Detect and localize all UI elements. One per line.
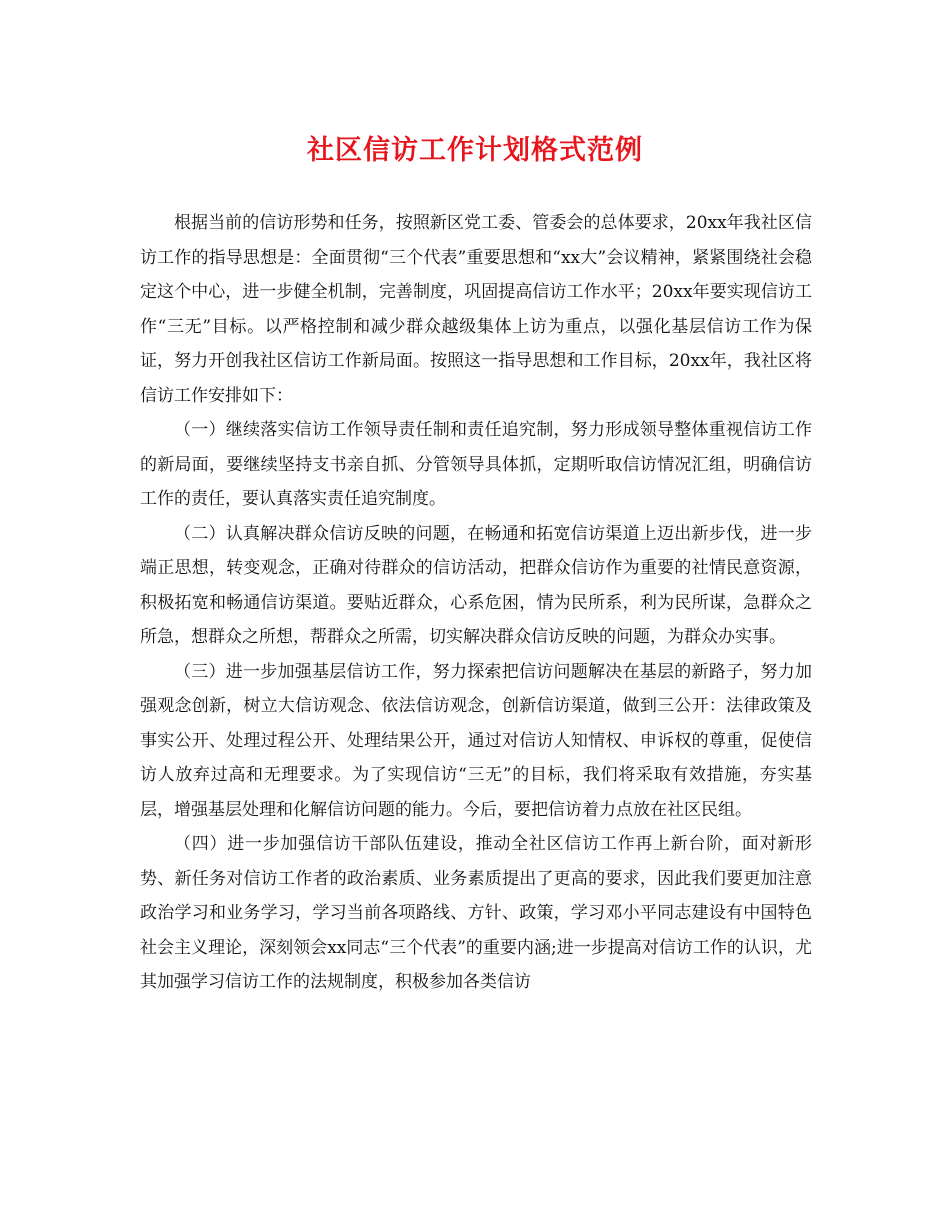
document-body — [140, 206, 812, 1000]
paragraph-item-3: （三）进一步加强基层信访工作，努力探索把信访问题解决在基层的新路子，努力加强观念创新，树立大信访观念、依法信访观念，创新信访渠道，做到三公开：法律政策及事实公开、处理过程公开、处理结果公开，通过对信访人知情权、申诉权的尊重，促使信访人放弃过高和无理要求。为了实现信访“三无”的目标，我们将采取有效措施，夯实基层，增强基层处理和化解信访问题的能力。今后，要把信访着力点放在社区民组。 — [140, 661, 812, 820]
paragraph-item-4: （四）进一步加强信访干部队伍建设，推动全社区信访工作再上新台阶，面对新形势、新任务对信访工作者的政治素质、业务素质提出了更高的要求，因此我们要更加注意政治学习和业务学习，学习当前各项路线、方针、政策，学习邓小平同志建设有中国特色社会主义理论，深刻领会xx同志“三个代表”的重要内涵;进一步提高对信访工作的认识，尤其加强学习信访工作的法规制度，积极参加各类信访 — [140, 834, 812, 992]
paragraph-item-1: （一）继续落实信访工作领导责任制和责任追究制，努力形成领导整体重视信访工作的新局面，要继续坚持支书亲自抓、分管领导具体抓，定期听取信访情况汇组，明确信访工作的责任，要认真落实责任追究制度。 — [140, 420, 812, 509]
paragraph-item-2: （二）认真解决群众信访反映的问题，在畅通和拓宽信访渠道上迈出新步伐，进一步端正思想，转变观念，正确对待群众的信访活动，把群众信访作为重要的社情民意资源，积极拓宽和畅通信访渠道。要贴近群众，心系危困，情为民所系，利为民所谋，急群众之所急，想群众之所想，帮群众之所需，切实解决群众信访反映的问题，为群众办实事。 — [140, 523, 812, 647]
document-title: 社区信访工作计划格式范例 — [307, 135, 643, 166]
paragraph-intro: 根据当前的信访形势和任务，按照新区党工委、管委会的总体要求，20xx年我社区信访工作的指导思想是：全面贯彻“三个代表”重要思想和“xx大”会议精神，紧紧围绕社会稳定这个中心，进一步健全机制，完善制度，巩固提高信访工作水平；20xx年要实现信访工作“三无”目标。以严格控制和减少群众越级集体上访为重点，以强化基层信访工作为保证，努力开创我社区信访工作新局面。按照这一指导思想和工作目标，20xx年，我社区将信访工作安排如下： — [140, 213, 812, 406]
